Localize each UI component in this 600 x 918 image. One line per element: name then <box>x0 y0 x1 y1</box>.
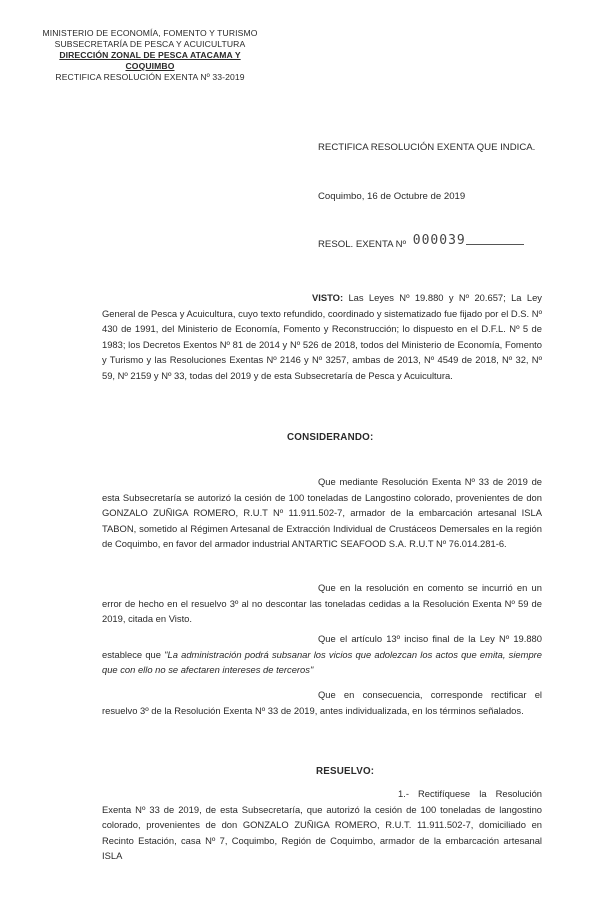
resolution-number-stamp: 000039 <box>412 233 466 248</box>
letterhead-direccion: DIRECCIÓN ZONAL DE PESCA ATACAMA Y <box>59 50 241 60</box>
resolution-label: RESOL. EXENTA Nº <box>318 239 407 250</box>
considerando-paragraph-3 <box>102 631 542 678</box>
considerando-p3-quote: "La administración podrá subsanar los vicios que adolezcan los actos que emita, siempre que con ello no se afectaren intereses de terceros" <box>102 648 542 675</box>
considerando-paragraph-1: Que mediante Resolución Exenta Nº 33 de 2019 de esta Subsecretaría se autorizó la cesión de 100 toneladas de Langostino colorado, provenientes de don GONZALO ZUÑIGA ROMERO, R.U.T Nº 11.911.502-7, armador de la embarcación artesanal ISLA TABON, sometido al Régimen Artesanal de Extracción Individual de Crustáceos Demersales en la región de Coquimbo, en favor del armador industrial ANTARTIC SEAFOOD S.A. R.U.T Nº 76.014.281-6. <box>102 476 542 549</box>
resuelvo-heading: RESUELVO: <box>316 766 375 777</box>
letterhead-subsecretaria: SUBSECRETARÍA DE PESCA Y ACUICULTURA <box>54 39 246 49</box>
letterhead-reference: RECTIFICA RESOLUCIÓN EXENTA Nº 33-2019 <box>55 72 245 82</box>
letterhead-region: COQUIMBO <box>125 61 175 71</box>
visto-text: Las Leyes Nº 19.880 y Nº 20.657; La Ley General de Pesca y Acuicultura, cuyo texto refundido, coordinado y sistematizado fue fijado por el D.S. Nº 430 de 1991, del Ministerio de Economía, Fomento y Reconstrucción; lo dispuesto en el D.F.L. Nº 5 de 1983; los Decretos Exentos Nº 81 de 2014 y Nº 526 de 2018, todos del Ministerio de Economía, Fomento y Turismo y las Resoluciones Exentas Nº 2146 y Nº 3257, ambas de 2013, Nº 4549 de 2018, Nº 32, Nº 59, Nº 2159 y Nº 33, todas del 2019 y de esta Subsecretaría de Pesca y Acuicultura. <box>102 292 542 381</box>
resolution-number-line <box>318 233 524 251</box>
considerando-p3-lead: Que el artículo 13º inciso final de la Ley Nº 19.880 establece que <box>102 633 542 660</box>
visto-label: VISTO: <box>312 292 344 303</box>
letterhead-ministry: MINISTERIO DE ECONOMÍA, FOMENTO Y TURISMO <box>42 28 258 38</box>
document-subject: RECTIFICA RESOLUCIÓN EXENTA QUE INDICA. <box>318 142 536 153</box>
place-date: Coquimbo, 16 de Octubre de 2019 <box>318 191 466 202</box>
letterhead <box>40 28 260 83</box>
resuelvo-paragraph-1: 1.- Rectifíquese la Resolución Exenta Nº 33 de 2019, de esta Subsecretaría, que autorizó la cesión de 100 toneladas de langostino colorado, provenientes de don GONZALO ZUÑIGA ROMERO, R.U.T. 11.911.502-7, domiciliado en Recinto Estación, casa Nº 7, Coquimbo, Región de Coquimbo, armador de la embarcación artesanal ISLA <box>102 788 542 861</box>
considerando-paragraph-2: Que en la resolución en comento se incurrió en un error de hecho en el resuelvo 3º al no descontar las toneladas cedidas a la Resolución Exenta Nº 59 de 2019, citada en Visto. <box>102 582 542 624</box>
considerando-paragraph-4: Que en consecuencia, corresponde rectificar el resuelvo 3º de la Resolución Exenta Nº 33 de 2019, antes individualizada, en los términos señalados. <box>102 689 542 716</box>
resolution-underline <box>466 243 524 245</box>
visto-paragraph <box>102 290 542 383</box>
considerando-heading: CONSIDERANDO: <box>287 432 374 443</box>
